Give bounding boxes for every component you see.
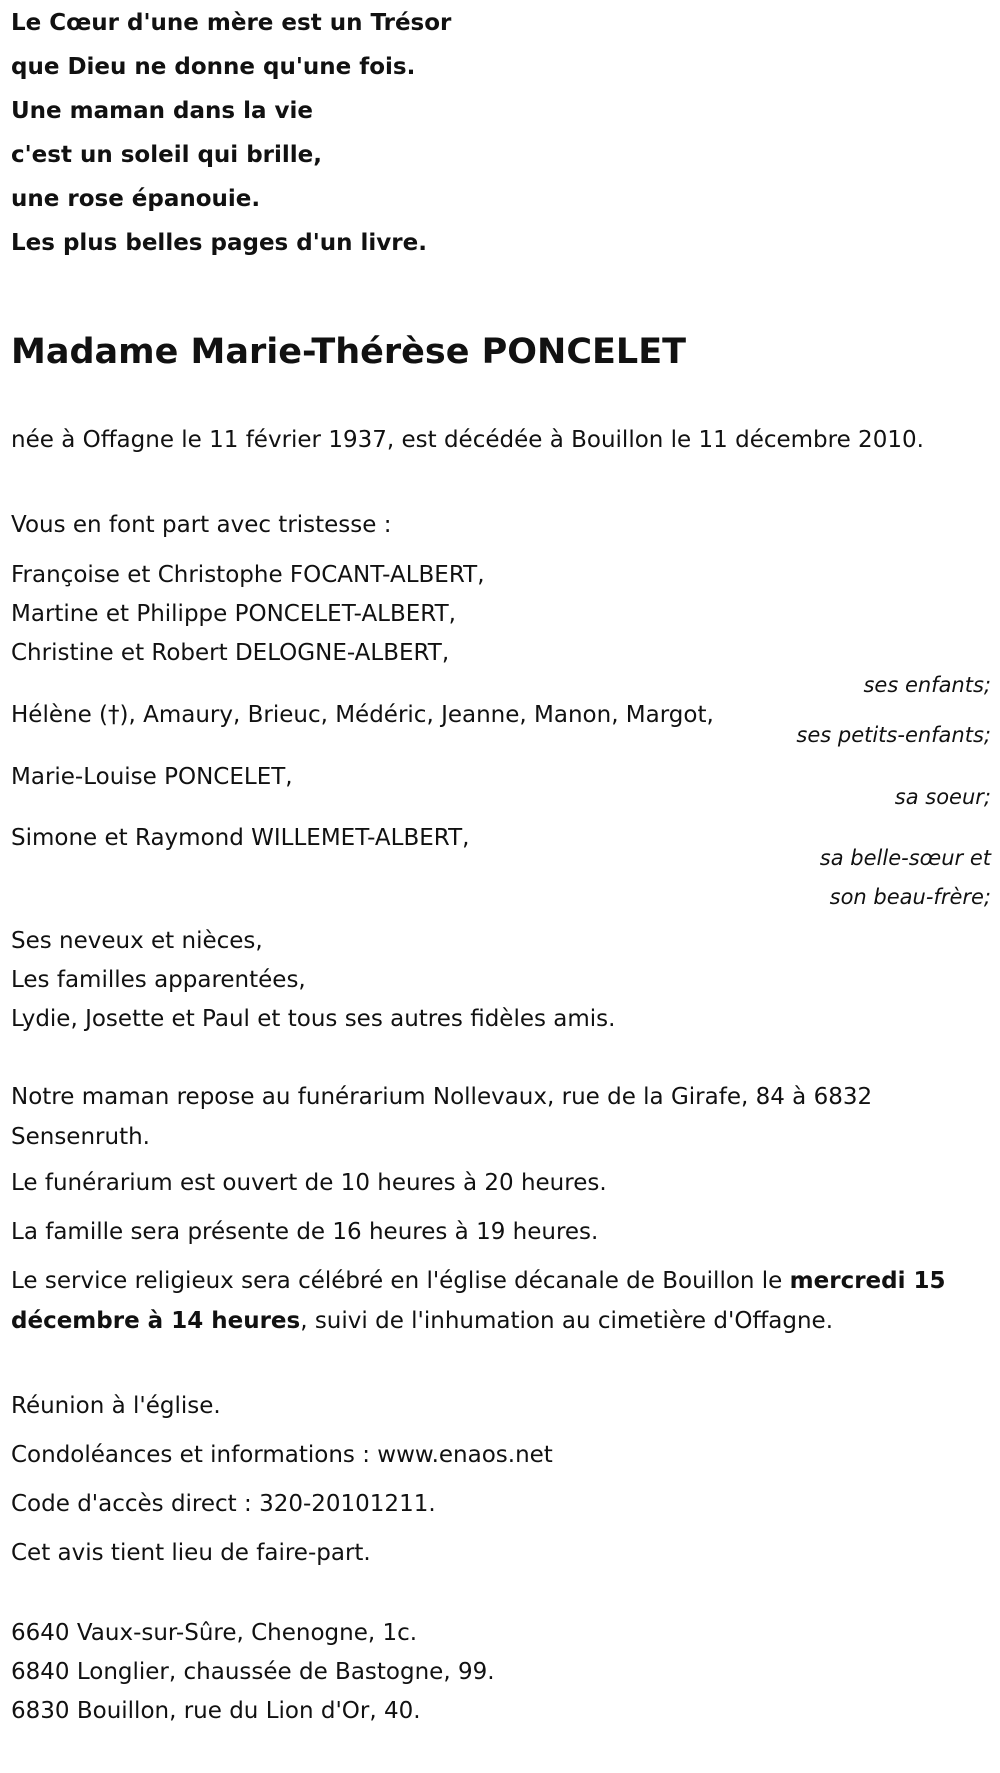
sister-relation: sa soeur; [894,785,991,809]
poem-line: Une maman dans la vie [11,98,313,124]
access-code-text: Code d'accès direct : 320-20101211. [11,1491,436,1517]
address-line: 6830 Bouillon, rue du Lion d'Or, 40. [11,1698,421,1724]
child-couple: Françoise et Christophe FOCANT-ALBERT, [11,562,485,588]
service-date: mercredi 15 décembre à 14 heures [11,1268,946,1334]
poem-line: c'est un soleil qui brille, [11,142,322,168]
child-couple: Christine et Robert DELOGNE-ALBERT, [11,640,450,666]
poem-line: Les plus belles pages d'un livre. [11,230,427,256]
in-laws-relation: sa belle-sœur et [819,846,991,870]
children-relation: ses enfants; [863,673,991,697]
address-line: 6640 Vaux-sur-Sûre, Chenogne, 1c. [11,1620,418,1646]
poem-line: une rose épanouie. [11,186,261,212]
service-intro: Le service religieux sera célébré en l'église décanale de Bouillon le [11,1268,783,1294]
rest-place-text: Notre maman repose au funérarium Nollevaux, rue de la Girafe, 84 à 6832 Sensenruth. [11,1084,873,1150]
address-line: 6840 Longlier, chaussée de Bastogne, 99. [11,1659,495,1685]
notice-text: Cet avis tient lieu de faire-part. [11,1540,371,1566]
poem-line: que Dieu ne donne qu'une fois. [11,54,416,80]
funeral-home-hours: Le funérarium est ouvert de 10 heures à 20 heures. [11,1170,607,1196]
other-relatives: Les familles apparentées, [11,967,306,993]
in-laws-relation: son beau-frère; [829,885,991,909]
other-relatives: Ses neveux et nièces, [11,928,263,954]
in-laws-names: Simone et Raymond WILLEMET-ALBERT, [11,825,470,851]
birth-death-text: née à Offagne le 11 février 1937, est décédée à Bouillon le 11 décembre 2010. [11,427,924,453]
service-text [11,1261,986,1341]
service-burial: , suivi de l'inhumation au cimetière d'Offagne. [300,1308,833,1334]
poem-line: Le Cœur d'une mère est un Trésor [11,10,452,36]
grandchildren-list: Hélène (†), Amaury, Brieuc, Médéric, Jeanne, Manon, Margot, [11,702,714,728]
meeting-text: Réunion à l'église. [11,1393,221,1419]
announcement-intro: Vous en font part avec tristesse : [11,512,392,538]
deceased-name: Madame Marie-Thérèse PONCELET [11,332,686,372]
family-presence: La famille sera présente de 16 heures à 19 heures. [11,1219,599,1245]
other-relatives: Lydie, Josette et Paul et tous ses autres fidèles amis. [11,1006,616,1032]
child-couple: Martine et Philippe PONCELET-ALBERT, [11,601,456,627]
sister-name: Marie-Louise PONCELET, [11,764,293,790]
condolences-text: Condoléances et informations : www.enaos.net [11,1442,553,1468]
grandchildren-relation: ses petits-enfants; [796,723,991,747]
